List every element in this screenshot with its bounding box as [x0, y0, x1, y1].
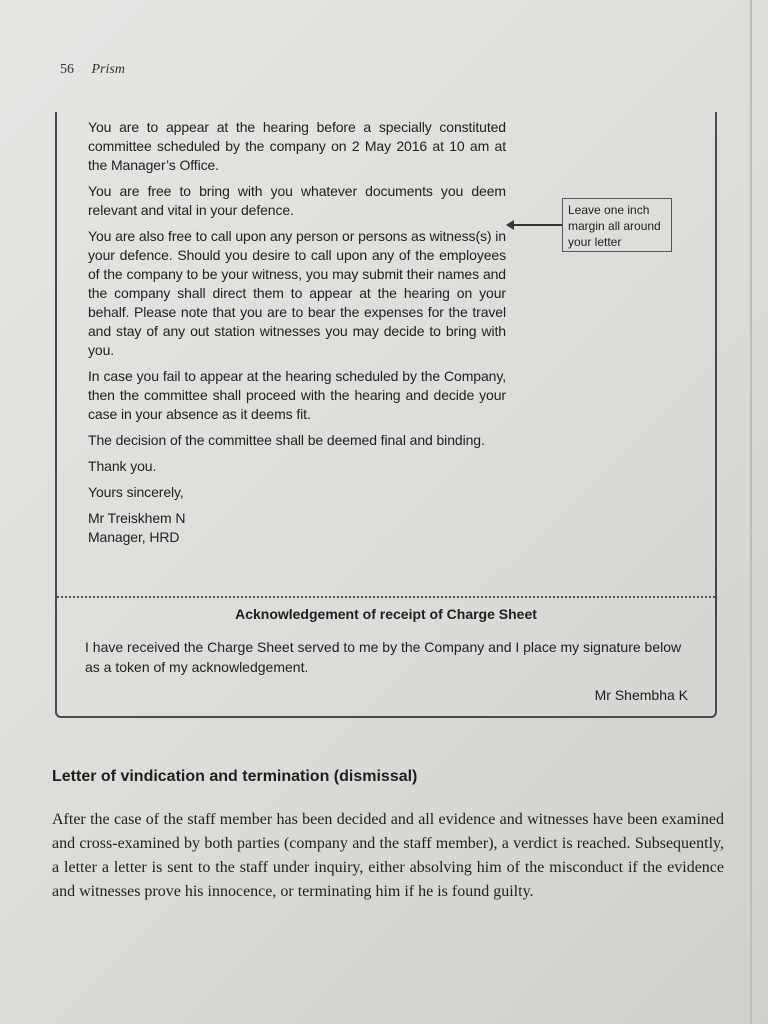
letter-paragraph: In case you fail to appear at the hearing scheduled by the Company, then the committee shall proceed with the hearing and decide your case in your absence as it deems fit. [88, 368, 506, 422]
acknowledgement-title: Acknowledgement of receipt of Charge Sheet [235, 606, 537, 622]
letter-closing: Yours sincerely, [88, 484, 184, 500]
section-text: After the case of the staff member has been decided and all evidence and witnesses have been examined and cross-examined by both parties (company and the staff member), a verdict is reached. Subsequently, a letter a letter is sent to the staff under inquiry, either absolving him of the misconduct if the evidence and witnesses prove his innocence, or terminating him if he is found guilty. [52, 811, 724, 900]
letter-closing: Thank you. [88, 458, 157, 474]
dotted-divider [57, 596, 715, 598]
acknowledgement-signatory: Mr Shembha K [594, 687, 688, 703]
letter-body [88, 118, 506, 554]
signatory-name: Mr Treiskhem N [88, 510, 186, 526]
arrow-left-icon [512, 224, 562, 226]
letter-paragraph: You are also free to call upon any person or persons as witness(s) in your defence. Should you desire to call upon any of the employees of the company to be your witness, you may submit their names and the company shall direct them to appear at the hearing on your behalf. Please note that you are to bear the expenses for the travel and stay of any out station witnesses you may decide to bring with you. [88, 228, 506, 358]
page-number: 56 [60, 62, 74, 77]
signatory-title: Manager, HRD [88, 529, 180, 545]
letter-signature [88, 509, 506, 547]
margin-note: Leave one inch margin all around your letter [562, 198, 672, 252]
section-heading: Letter of vindication and termination (dismissal) [52, 768, 418, 785]
book-title: Prism [91, 62, 125, 77]
page-header [60, 62, 125, 78]
letter-paragraph: The decision of the committee shall be deemed final and binding. [88, 432, 485, 448]
acknowledgement-text: I have received the Charge Sheet served to me by the Company and I place my signature below as a token of my acknowledgement. [85, 639, 682, 675]
letter-paragraph: You are free to bring with you whatever documents you deem relevant and vital in your defence. [88, 183, 506, 218]
letter-paragraph: You are to appear at the hearing before a specially constituted committee scheduled by the company on 2 May 2016 at 10 am at the Manager’s Office. [88, 119, 506, 173]
page-edge [750, 0, 752, 1024]
